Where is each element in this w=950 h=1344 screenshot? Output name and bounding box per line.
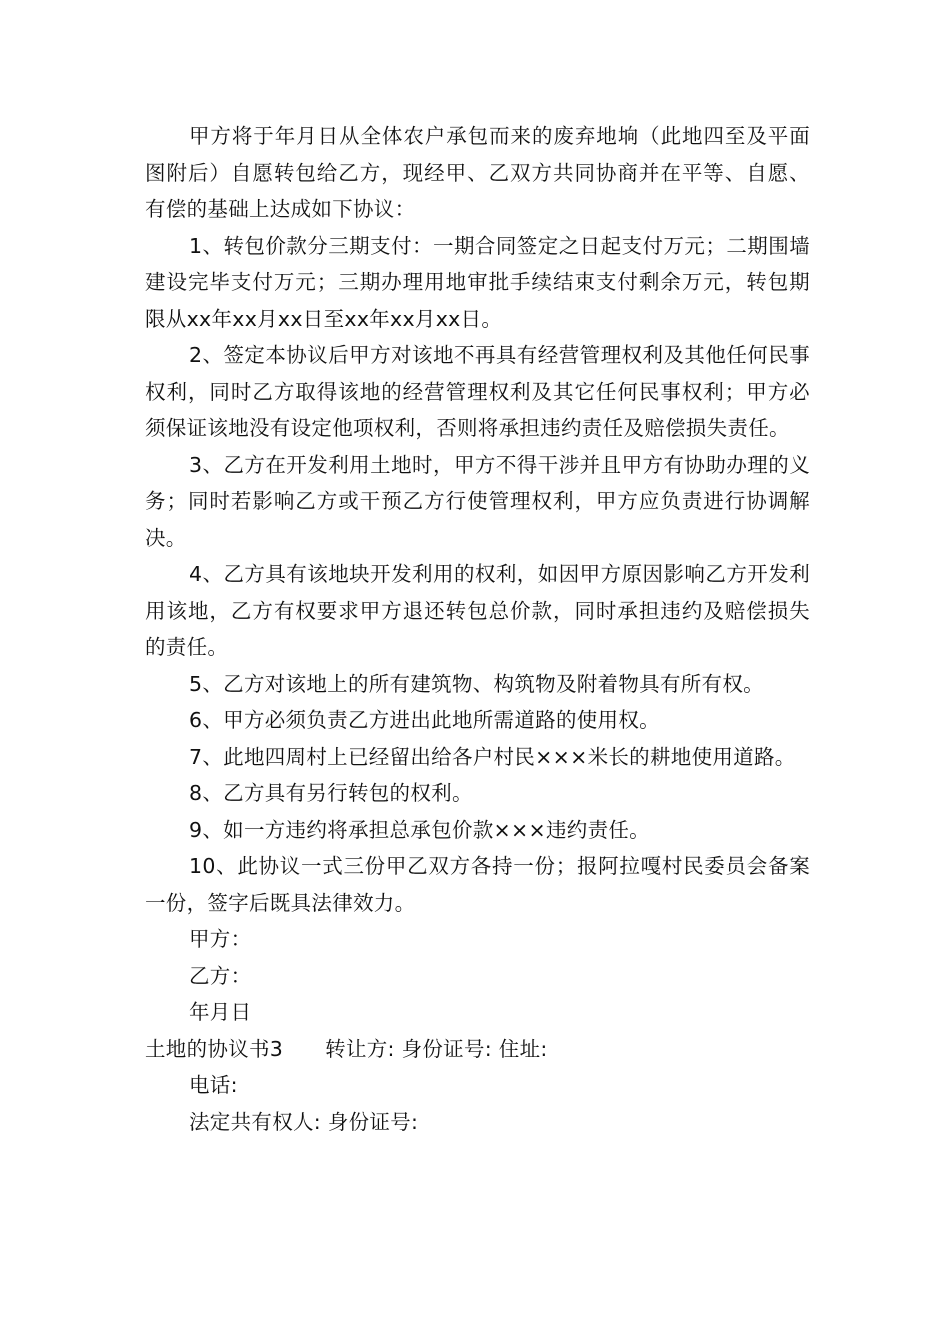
signature-party-b: 乙方： xyxy=(189,963,252,988)
phone-label: 电话: xyxy=(189,1073,238,1097)
clause-6: 6、甲方必须负责乙方进出此地所需道路的使用权。 xyxy=(189,708,660,732)
clause-5: 5、乙方对该地上的所有建筑物、构筑物及附着物具有所有权。 xyxy=(189,671,764,696)
signature-party-a: 甲方： xyxy=(189,927,252,951)
document-body xyxy=(145,118,810,1140)
clause-7: 7、此地四周村上已经留出给各户村民×××米长的耕地使用道路。 xyxy=(189,744,796,769)
clause-4: 4、乙方具有该地块开发利用的权利，如因甲方原因影响乙方开发利用该地，乙方有权要求甲方退还转包总价款，同时承担违约及赔偿损失的责任。 xyxy=(145,562,810,659)
clause-2: 2、签定本协议后甲方对该地不再具有经营管理权利及其他任何民事权利，同时乙方取得该地的经营管理权利及其它任何民事权利；甲方必须保证该地没有设定他项权利，否则将承担违约责任及赔偿损失责任。 xyxy=(145,343,810,440)
transferor-fields: 转让方: 身份证号: 住址: xyxy=(325,1036,548,1061)
clause-10: 10、此协议一式三份甲乙双方各持一份；报阿拉嘎村民委员会备案一份，签字后既具法律效力。 xyxy=(145,854,810,915)
intro-paragraph: 甲方将于年月日从全体农户承包而来的废弃地垧（此地四至及平面图附后）自愿转包给乙方，现经甲、乙双方共同协商并在平等、自愿、有偿的基础上达成如下协议： xyxy=(145,124,810,221)
clause-8: 8、乙方具有另行转包的权利。 xyxy=(189,781,473,805)
clause-1: 1、转包价款分三期支付：一期合同签定之日起支付万元；二期围墙建设完毕支付万元；三期办理用地审批手续结束支付剩余万元，转包期限从xx年xx月xx日至xx年xx月xx日。 xyxy=(145,233,810,331)
section-heading: 土地的协议书3 xyxy=(145,1036,284,1061)
co-owner-label: 法定共有权人: 身份证号: xyxy=(189,1109,419,1134)
section-heading-line xyxy=(145,1031,810,1068)
clause-9: 9、如一方违约将承担总承包价款×××违约责任。 xyxy=(189,817,650,842)
clause-3: 3、乙方在开发利用土地时，甲方不得干涉并且甲方有协助办理的义务；同时若影响乙方或干预乙方行使管理权利，甲方应负责进行协调解决。 xyxy=(145,452,810,550)
signature-date: 年月日 xyxy=(189,1000,252,1024)
